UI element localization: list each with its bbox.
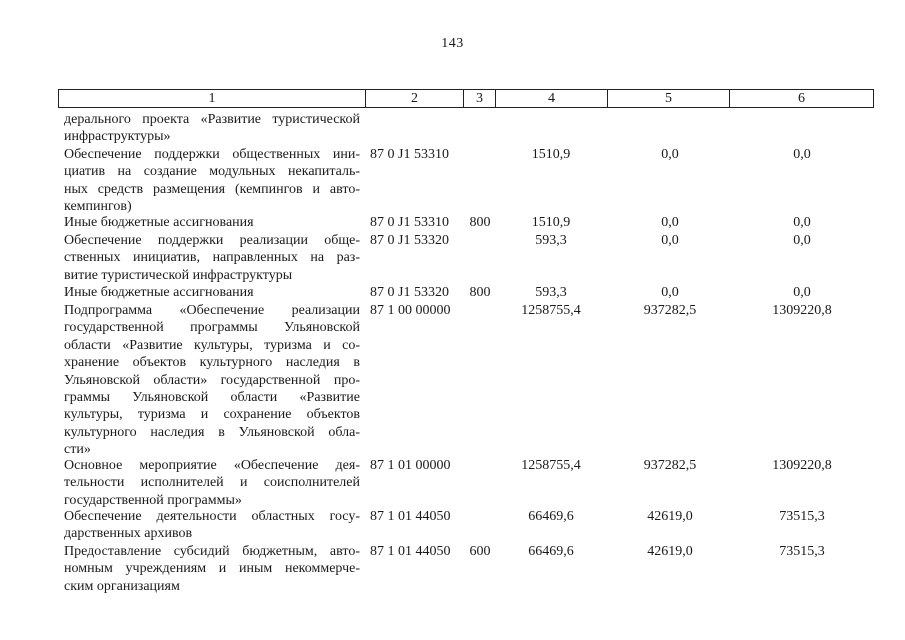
page-number: 143 bbox=[441, 36, 464, 51]
row-code: 87 0 J1 53320 bbox=[370, 285, 449, 300]
row-name-line: Обеспечение поддержки реализации обще- bbox=[64, 233, 360, 248]
row-name-line: кемпингов) bbox=[64, 199, 132, 215]
row-value-col5: 0,0 bbox=[661, 215, 679, 230]
row-value-col4: 1510,9 bbox=[531, 215, 571, 230]
row-name-line: Предоставление субсидий бюджетным, авто- bbox=[64, 544, 360, 559]
row-name bbox=[64, 457, 360, 509]
row-code: 87 1 01 44050 bbox=[370, 544, 451, 559]
row-value-col4: 66469,6 bbox=[528, 509, 574, 524]
row-value-col6: 0,0 bbox=[793, 285, 811, 300]
row-value-col6: 1309220,8 bbox=[772, 458, 832, 473]
row-code: 87 0 J1 53320 bbox=[370, 233, 449, 248]
row-name bbox=[64, 214, 360, 231]
row-expense-type: 600 bbox=[469, 544, 491, 559]
header-col-3: 3 bbox=[463, 90, 495, 107]
row-code: 87 0 J1 53310 bbox=[370, 147, 449, 162]
row-code: 87 1 00 00000 bbox=[370, 303, 451, 318]
row-name-line: Основное мероприятие «Обеспечение дея- bbox=[64, 458, 360, 473]
row-name-line: инфраструктуры» bbox=[64, 129, 171, 145]
row-name bbox=[64, 302, 360, 459]
header-col-4: 4 bbox=[495, 90, 607, 107]
row-name-line: граммы Ульяновской области «Развитие bbox=[64, 390, 360, 406]
row-value-col6: 73515,3 bbox=[779, 509, 825, 524]
row-name-line: хранение объектов культурного наследия в bbox=[64, 355, 360, 371]
row-name bbox=[64, 111, 360, 146]
row-value-col5: 42619,0 bbox=[647, 509, 693, 524]
header-col-2: 2 bbox=[365, 90, 463, 107]
row-code: 87 1 01 00000 bbox=[370, 458, 451, 473]
row-value-col4: 593,3 bbox=[535, 233, 567, 248]
row-value-col5: 42619,0 bbox=[647, 544, 693, 559]
row-name-line: культурного наследия в Ульяновской обла- bbox=[64, 424, 360, 440]
row-value-col5: 937282,5 bbox=[643, 303, 697, 318]
row-expense-type: 800 bbox=[469, 285, 491, 300]
header-col-1: 1 bbox=[208, 91, 216, 106]
row-name-line: Обеспечение поддержки общественных ини- bbox=[64, 147, 360, 162]
row-name-line: тельности исполнителей и соисполнителей bbox=[64, 475, 360, 491]
row-name-line: циатив на создание модульных некапиталь- bbox=[64, 164, 360, 180]
row-name-line: сти» bbox=[64, 442, 91, 458]
row-name bbox=[64, 232, 360, 284]
row-expense-type: 800 bbox=[469, 215, 491, 230]
row-name-line: дарственных архивов bbox=[64, 526, 193, 542]
row-name-line: Подпрограмма «Обеспечение реализации bbox=[64, 303, 360, 318]
row-value-col5: 0,0 bbox=[661, 233, 679, 248]
row-code: 87 0 J1 53310 bbox=[370, 215, 449, 230]
row-name-line: ственных инициатив, направленных на раз- bbox=[64, 250, 360, 266]
row-name-line: культуры, туризма и сохранение объектов bbox=[64, 407, 360, 423]
row-value-col6: 0,0 bbox=[793, 233, 811, 248]
row-name-line: государственной программы» bbox=[64, 492, 242, 508]
row-name bbox=[64, 284, 360, 301]
row-name-line: области «Развитие культуры, туризма и со- bbox=[64, 337, 360, 353]
row-name-line: Иные бюджетные ассигнования bbox=[64, 285, 254, 300]
row-value-col6: 0,0 bbox=[793, 147, 811, 162]
row-value-col4: 1258755,4 bbox=[521, 458, 581, 473]
row-name-line: государственной программы Ульяновской bbox=[64, 320, 360, 336]
row-name-line: Обеспечение деятельности областных госу- bbox=[64, 509, 360, 524]
row-value-col5: 0,0 bbox=[661, 147, 679, 162]
row-value-col6: 73515,3 bbox=[779, 544, 825, 559]
row-name-line: дерального проекта «Развитие туристической bbox=[64, 112, 360, 127]
row-value-col5: 0,0 bbox=[661, 285, 679, 300]
row-name-line: ским организациям bbox=[64, 578, 180, 594]
table-header bbox=[58, 89, 874, 108]
header-col-6: 6 bbox=[729, 90, 873, 107]
row-name-line: Ульяновской области» государственной про- bbox=[64, 372, 360, 388]
row-name bbox=[64, 508, 360, 543]
row-name-line: ных средств размещения (кемпингов и авто- bbox=[64, 181, 360, 197]
row-value-col4: 593,3 bbox=[535, 285, 567, 300]
row-value-col6: 1309220,8 bbox=[772, 303, 832, 318]
row-value-col5: 937282,5 bbox=[643, 458, 697, 473]
row-name-line: витие туристической инфраструктуры bbox=[64, 267, 293, 283]
row-value-col6: 0,0 bbox=[793, 215, 811, 230]
row-value-col4: 1510,9 bbox=[531, 147, 571, 162]
header-col-5: 5 bbox=[607, 90, 729, 107]
row-value-col4: 66469,6 bbox=[528, 544, 574, 559]
row-value-col4: 1258755,4 bbox=[521, 303, 581, 318]
row-name-line: номным учреждениям и иным некоммерче- bbox=[64, 561, 360, 577]
row-name-line: Иные бюджетные ассигнования bbox=[64, 215, 254, 230]
row-name bbox=[64, 543, 360, 595]
row-name bbox=[64, 146, 360, 216]
row-code: 87 1 01 44050 bbox=[370, 509, 451, 524]
